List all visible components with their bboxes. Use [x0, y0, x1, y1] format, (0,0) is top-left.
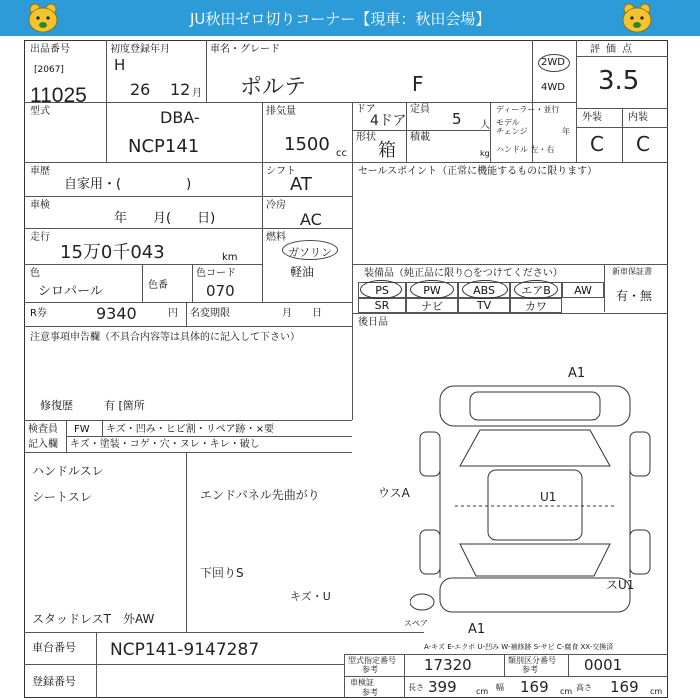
model-designation-sub: 参考 — [362, 665, 378, 674]
score-ext-label: 外装 — [582, 112, 602, 123]
seats-unit: 人 — [480, 120, 490, 131]
equip-aw: AW — [562, 282, 604, 298]
mileage-value: 15万0千043 — [60, 242, 165, 263]
dealer-line2: モデル — [496, 118, 520, 127]
fuel-gas-circle — [282, 240, 338, 260]
new-warranty-value: 有・無 — [616, 289, 653, 303]
score-ext: C — [590, 132, 604, 156]
color-num-label: 色番 — [148, 280, 168, 291]
car-grade: F — [412, 72, 424, 96]
name-change-label: 名変期限 — [190, 308, 230, 319]
car-name: ポルテ — [240, 75, 307, 100]
category-number-value: 0001 — [584, 656, 623, 674]
ac-label: 冷房 — [266, 200, 286, 211]
length-label: 長さ — [408, 683, 424, 692]
inspection-label: 車検 — [30, 200, 50, 211]
car-damage-diagram — [410, 366, 660, 636]
displacement-value: 1500 — [284, 134, 330, 155]
name-change-value: 月 日 — [282, 308, 322, 319]
drive-4wd: 4WD — [541, 82, 565, 93]
check-label2: 記入欄 — [28, 439, 58, 450]
mark-u1: U1 — [540, 490, 557, 504]
inspector-note-2: シートスレ — [32, 490, 92, 504]
fuel-diesel: 軽油 — [290, 265, 315, 279]
equip-ps: PS — [358, 282, 406, 298]
doors-label: ドア — [356, 104, 376, 115]
height-value: 169 — [610, 678, 639, 696]
mileage-unit: km — [222, 252, 238, 263]
length-value: 399 — [428, 678, 457, 696]
equip-pw-circle — [410, 280, 454, 299]
inspection-value: 年 月( 日) — [114, 211, 216, 226]
fuel-label: 燃料 — [266, 232, 286, 243]
mark-usa: ウスA — [378, 486, 410, 500]
color-label: 色 — [30, 268, 40, 279]
diagram-legend: A-キズ E-エクボ U-凹み W-補修跡 S-サビ C-腐食 XX-交換済 — [424, 643, 614, 651]
first-reg-month-unit: 月 — [192, 88, 202, 99]
equip-sr: SR — [358, 298, 406, 313]
mark-a1-top: A1 — [568, 366, 586, 381]
doors-value: 4ドア — [370, 113, 407, 129]
check-line1: キズ・凹み・ヒビ割・リペア跡・×要 — [106, 424, 274, 435]
first-reg-month: 12 — [170, 80, 191, 99]
history-label: 車歴 — [30, 166, 50, 177]
dealer-line5: 年 — [562, 127, 570, 136]
inspector-note-1: ハンドルスレ — [32, 464, 104, 478]
header-title: JU秋田ゼロ切りコーナー【現車：秋田会場】 — [190, 10, 491, 28]
color-code-label: 色コード — [196, 268, 236, 279]
score-int-label: 内装 — [628, 112, 648, 123]
equip-navi: ナビ — [406, 298, 458, 313]
check-line2: キズ・塗装・コゲ・穴・ヌレ・キレ・破し — [70, 439, 260, 450]
after-date-label: 後日品 — [358, 317, 388, 328]
mark-kizu-u: キズ・U — [290, 590, 331, 603]
score-label: 評価点 — [590, 44, 638, 55]
fuel-gas: ガソリン — [288, 246, 332, 259]
category-number-sub: 参考 — [522, 665, 538, 674]
model-designation-label: 型式指定番号 — [348, 656, 396, 665]
height-label: 高さ — [576, 683, 592, 692]
repair-label: 修復歴 — [40, 399, 73, 412]
first-reg-label: 初度登録年月 — [110, 44, 170, 55]
height-unit: cm — [650, 687, 663, 696]
inspector-note-right-2: 下回りS — [200, 566, 244, 580]
first-reg-era: H — [114, 56, 126, 74]
lot-number: 11025 — [30, 84, 87, 107]
equip-leather: カワ — [510, 298, 562, 313]
check-fw: FW — [74, 424, 90, 435]
ac-value: AC — [300, 210, 322, 229]
model-designation-value: 17320 — [424, 656, 472, 674]
notes-label: 注意事項申告欄（不具合内容等は具体的に記入して下さい） — [30, 332, 300, 343]
equip-abs: ABS — [458, 282, 510, 298]
width-value: 169 — [520, 678, 549, 696]
lot-sub: [2067] — [34, 65, 64, 75]
color-code: 070 — [206, 282, 235, 300]
width-label: 幅 — [496, 683, 504, 692]
shift-value: AT — [290, 174, 312, 195]
equip-tv: TV — [458, 298, 510, 313]
dealer-line1: ディーラー・並行 — [496, 105, 560, 114]
recycle-unit: 円 — [168, 308, 178, 319]
displacement-label: 排気量 — [266, 106, 296, 117]
mark-su1: スU1 — [606, 578, 635, 592]
chassis-value: NCP141-9147287 — [110, 640, 260, 660]
registration-label: 登録番号 — [32, 675, 76, 688]
dimensions-label: 車検証 — [350, 678, 374, 687]
spare-label: スペア — [404, 619, 428, 628]
car-label: 車名・グレード — [210, 44, 280, 55]
equip-airbag-circle — [514, 280, 558, 299]
lot-label: 出品番号 — [30, 44, 70, 55]
chassis-label: 車台番号 — [32, 641, 76, 654]
length-unit: cm — [476, 687, 489, 696]
mascot-right-icon — [620, 2, 654, 34]
seats-label: 定員 — [410, 104, 430, 115]
equip-pw: PW — [406, 282, 458, 298]
model-prefix: DBA- — [160, 108, 200, 127]
shape-label: 形状 — [356, 132, 376, 143]
first-reg-year: 26 — [130, 80, 151, 99]
dealer-line4: ハンドル 左・右 — [496, 145, 555, 154]
inspector-note-3: スタッドレスT 外AW — [32, 612, 155, 626]
check-label1: 検査員 — [28, 424, 58, 435]
dimensions-sub: 参考 — [362, 688, 378, 697]
recycle-value: 9340 — [96, 304, 137, 323]
new-warranty-label: 新車保証書 — [612, 267, 652, 276]
equipment-label: 装備品（純正品に限り○をつけてください） — [364, 268, 563, 279]
score-int: C — [636, 132, 650, 156]
inspector-note-right-1: エンドパネル先曲がり — [200, 488, 320, 502]
mascot-left-icon — [26, 2, 60, 34]
model-code: NCP141 — [128, 136, 200, 157]
dealer-line3: チェンジ — [496, 127, 528, 136]
score-value: 3.5 — [598, 66, 640, 96]
shift-label: シフト — [266, 166, 296, 177]
model-label: 型式 — [30, 106, 50, 117]
equip-abs-circle — [462, 280, 508, 299]
sales-point-label: セールスポイント（正常に機能するものに限ります） — [358, 166, 598, 177]
load-unit: kg — [480, 149, 490, 158]
repair-value: 有 [箇所 — [104, 399, 145, 412]
color-value: シロパール — [38, 284, 103, 299]
seats-value: 5 — [452, 110, 462, 128]
drive-2wd: 2WD — [541, 57, 565, 68]
mileage-label: 走行 — [30, 232, 50, 243]
equip-airbag: エアB — [510, 282, 562, 298]
width-unit: cm — [560, 687, 573, 696]
displacement-unit: cc — [336, 148, 347, 159]
load-label: 積載 — [410, 132, 430, 143]
recycle-label: R券 — [30, 308, 47, 319]
history-value: 自家用・( ) — [64, 177, 192, 192]
equip-ps-circle — [360, 280, 402, 299]
category-number-label: 類別区分番号 — [508, 656, 556, 665]
shape-value: 箱 — [378, 140, 396, 161]
mark-a1-bottom: A1 — [468, 622, 486, 637]
